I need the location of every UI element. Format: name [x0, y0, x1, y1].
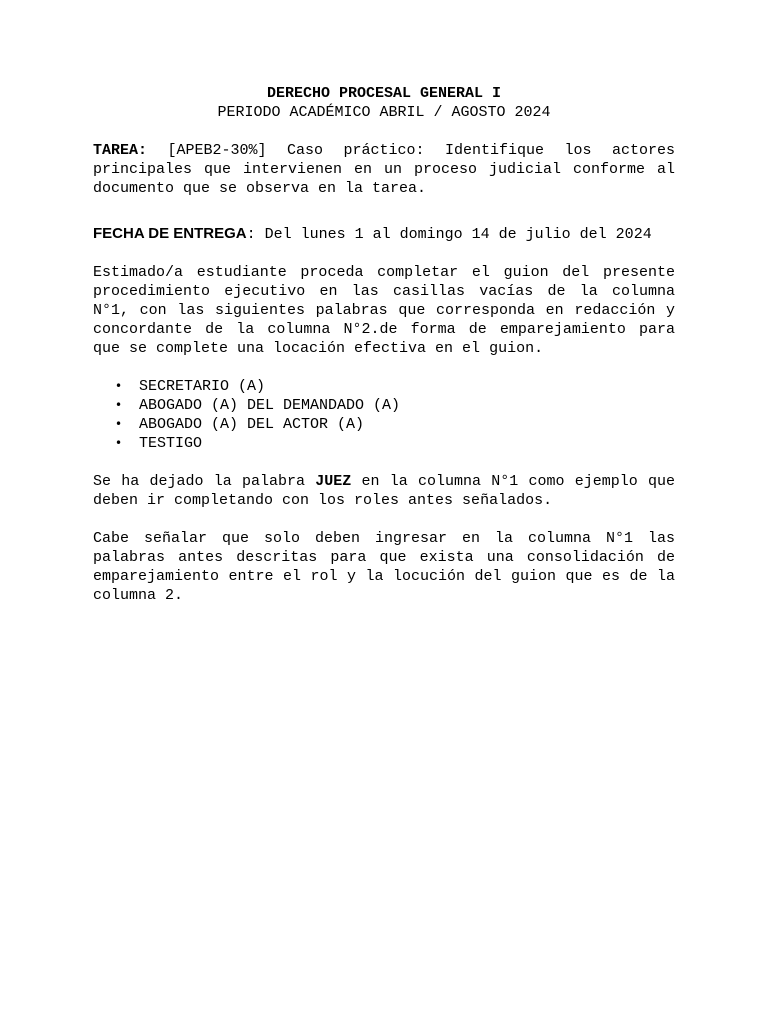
bullet-icon: •: [115, 398, 123, 412]
role-label: SECRETARIO (A): [139, 378, 266, 395]
bullet-icon: •: [115, 417, 123, 431]
document-title: DERECHO PROCESAL GENERAL I: [266, 85, 502, 102]
task-text: [APEB2-30%] Caso práctico: Identifique los actores principales que intervienen en un proceso judicial conforme al documento que se observa en la tarea.: [93, 142, 675, 197]
deadline-text: : Del lunes 1 al domingo 14 de julio del 2024: [246, 226, 652, 243]
instructions-paragraph: Estimado/a estudiante proceda completar el guion del presente procedimiento ejecutivo en las casillas vacías de la columna N°1, con las siguientes palabras que corresponda en redacción y concordante de la columna N°2.de forma de emparejamiento para que se complete una locación efectiva en el guion.: [93, 264, 675, 357]
role-label: TESTIGO: [139, 435, 203, 452]
deadline-paragraph: [93, 224, 675, 244]
closing-paragraph: Cabe señalar que solo deben ingresar en la columna N°1 las palabras antes descritas para que exista una consolidación de emparejamiento entre el rol y la locución del guion que es de la columna 2.: [93, 530, 675, 604]
list-item: [93, 396, 675, 415]
bullet-icon: •: [115, 379, 123, 393]
example-paragraph: [93, 472, 675, 510]
document-page: [93, 84, 675, 605]
academic-period: PERIODO ACADÉMICO ABRIL / AGOSTO 2024: [217, 104, 551, 121]
example-text-before: Se ha dejado la palabra: [93, 473, 316, 490]
task-paragraph: [93, 141, 675, 198]
role-label: ABOGADO (A) DEL ACTOR (A): [139, 416, 365, 433]
deadline-label: FECHA DE ENTREGA: [93, 225, 247, 242]
task-label: TAREA:: [93, 142, 148, 159]
example-text-after: en la columna N°1 como ejemplo que deben ir completando con los roles antes señalados.: [93, 473, 675, 509]
roles-list: [93, 377, 675, 453]
list-item: [93, 434, 675, 453]
role-label: ABOGADO (A) DEL DEMANDADO (A): [139, 397, 401, 414]
example-keyword: JUEZ: [315, 473, 352, 490]
document-header: [93, 84, 675, 122]
bullet-icon: •: [115, 436, 123, 450]
list-item: [93, 377, 675, 396]
list-item: [93, 415, 675, 434]
